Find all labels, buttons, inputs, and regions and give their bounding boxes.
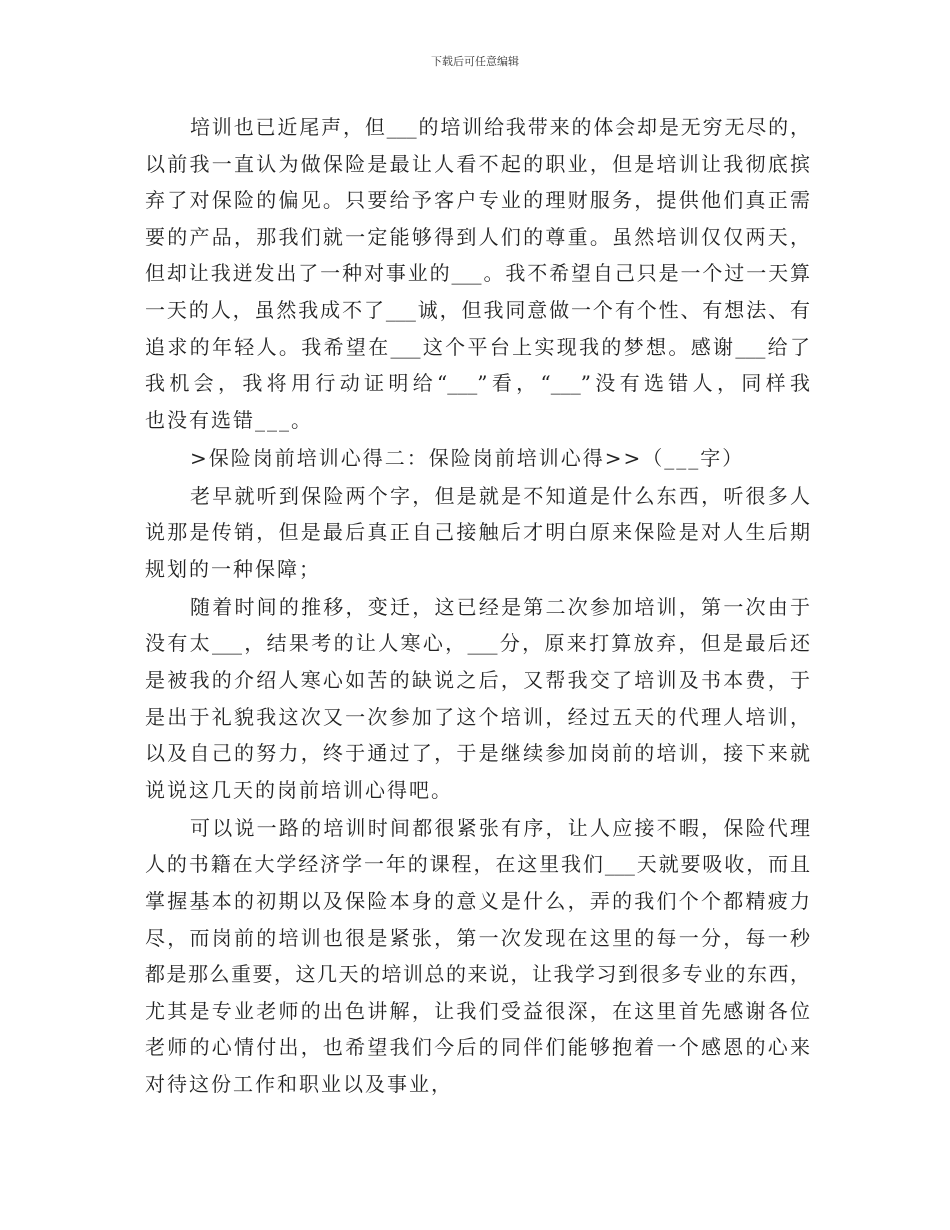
text-line: 人的书籍在大学经济学一年的课程，在这里我们___天就要吸收，而且 [145,852,810,877]
text-line: 规划的一种保障； [145,556,321,581]
paragraph [145,810,810,1103]
text-line: 掌握基本的初期以及保险本身的意义是什么，弄的我们个个都精疲力 [145,889,810,914]
text-line: 尤其是专业老师的出色讲解，让我们受益很深，在这里首先感谢各位 [145,998,810,1023]
text-line: 说那是传销，但是最后真正自己接触后才明白原来保险是对人生后期 [145,520,810,545]
page-header-note: 下载后可任意编辑 [431,55,519,68]
text-line: 可以说一路的培训时间都很紧张有序，让人应接不暇，保险代理 [190,815,810,840]
document-body [145,109,810,1103]
text-line: 一天的人，虽然我成不了___诚，但我同意做一个有个性、有想法、有 [145,297,810,322]
text-line: 没有太___，结果考的让人寒心，___分，原来打算放弃，但是最后还 [145,631,810,656]
paragraph [145,109,810,438]
text-line: 都是那么重要，这几天的培训总的来说，让我学习到很多专业的东西， [145,962,810,987]
text-line: >保险岗前培训心得二：保险岗前培训心得>>（___字） [190,445,745,470]
section-heading [145,440,810,477]
text-line: 以及自己的努力，终于通过了，于是继续参加岗前的培训，接下来就 [145,741,810,766]
text-line: 要的产品，那我们就一定能够得到人们的尊重。虽然培训仅仅两天， [145,224,810,249]
text-line: 以前我一直认为做保险是最让人看不起的职业，但是培训让我彻底摈 [145,151,810,176]
paragraph [145,589,810,809]
text-line: 也没有选错___。 [145,407,313,432]
text-line: 培训也已近尾声，但___的培训给我带来的体会却是无穷无尽的， [190,115,810,139]
text-line: 随着时间的推移，变迁，这已经是第二次参加培训，第一次由于 [190,594,810,619]
paragraph [145,478,810,588]
text-line: 说说这几天的岗前培训心得吧。 [145,777,453,802]
text-line: 是出于礼貌我这次又一次参加了这个培训，经过五天的代理人培训， [145,704,810,729]
text-line: 老师的心情付出，也希望我们今后的同伴们能够抱着一个感恩的心来 [145,1035,810,1060]
text-line: 尽，而岗前的培训也很是紧张，第一次发现在这里的每一分，每一秒 [145,925,810,950]
text-line: 弃了对保险的偏见。只要给予客户专业的理财服务，提供他们真正需 [145,188,810,213]
text-line: 对待这份工作和职业以及事业， [145,1072,453,1096]
text-line: 但却让我迸发出了一种对事业的___。我不希望自己只是一个过一天算 [145,261,810,286]
text-line: 老早就听到保险两个字，但是就是不知道是什么东西，听很多人 [190,483,810,508]
text-line: 追求的年轻人。我希望在___这个平台上实现我的梦想。感谢___给了 [145,334,810,359]
text-line: 我机会，我将用行动证明给“___”看，“___”没有选错人，同样我 [145,371,810,396]
text-line: 是被我的介绍人寒心如苦的缺说之后，又帮我交了培训及书本费，于 [145,668,810,693]
